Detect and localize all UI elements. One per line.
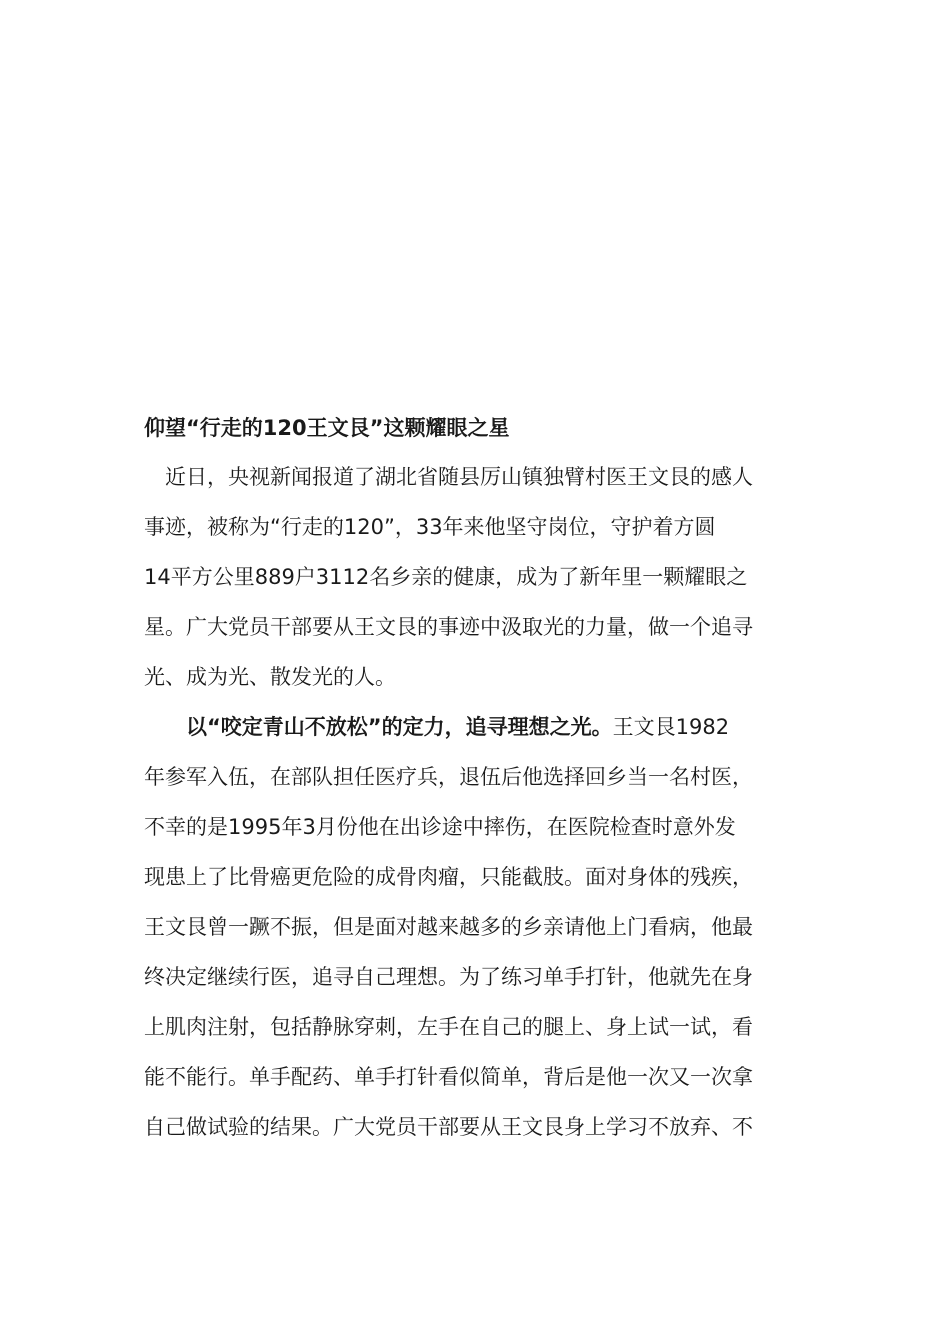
text-line: 上肌肉注射，包括静脉穿刺，左手在自己的腿上、身上试一试，看	[144, 1015, 753, 1039]
text-line: 光、成为光、散发光的人。	[144, 665, 396, 689]
text-line: 年参军入伍，在部队担任医疗兵，退伍后他选择回乡当一名村医，	[144, 765, 753, 789]
text-line	[144, 702, 804, 752]
article-title: 仰望“行走的120王文艮”这颗耀眼之星	[144, 416, 510, 440]
text-run: 王文艮1982	[612, 715, 730, 739]
article-body	[144, 407, 804, 1152]
text-line: 自己做试验的结果。广大党员干部要从王文艮身上学习不放弃、不	[144, 1115, 753, 1139]
text-line: 不幸的是1995年3月份他在出诊途中摔伤，在医院检查时意外发	[144, 815, 736, 839]
section-heading: 以“咬定青山不放松”的定力，追寻理想之光。	[186, 715, 613, 739]
paragraph-indent	[144, 715, 186, 739]
text-line: 现患上了比骨癌更危险的成骨肉瘤，只能截肢。面对身体的残疾，	[144, 865, 753, 889]
text-line: 14平方公里889户3112名乡亲的健康，成为了新年里一颗耀眼之	[144, 565, 748, 589]
paragraph-section-one	[144, 702, 804, 1152]
text-line: 星。广大党员干部要从王文艮的事迹中汲取光的力量，做一个追寻	[144, 615, 753, 639]
text-line: 王文艮曾一蹶不振，但是面对越来越多的乡亲请他上门看病，他最	[144, 915, 753, 939]
paragraph-intro	[144, 452, 804, 702]
text-line: 能不能行。单手配药、单手打针看似简单，背后是他一次又一次拿	[144, 1065, 753, 1089]
text-line: 近日，央视新闻报道了湖北省随县厉山镇独臂村医王文艮的感人	[144, 465, 753, 489]
text-line: 终决定继续行医，追寻自己理想。为了练习单手打针，他就先在身	[144, 965, 753, 989]
text-line: 事迹，被称为“行走的120”，33年来他坚守岗位，守护着方圆	[144, 515, 716, 539]
